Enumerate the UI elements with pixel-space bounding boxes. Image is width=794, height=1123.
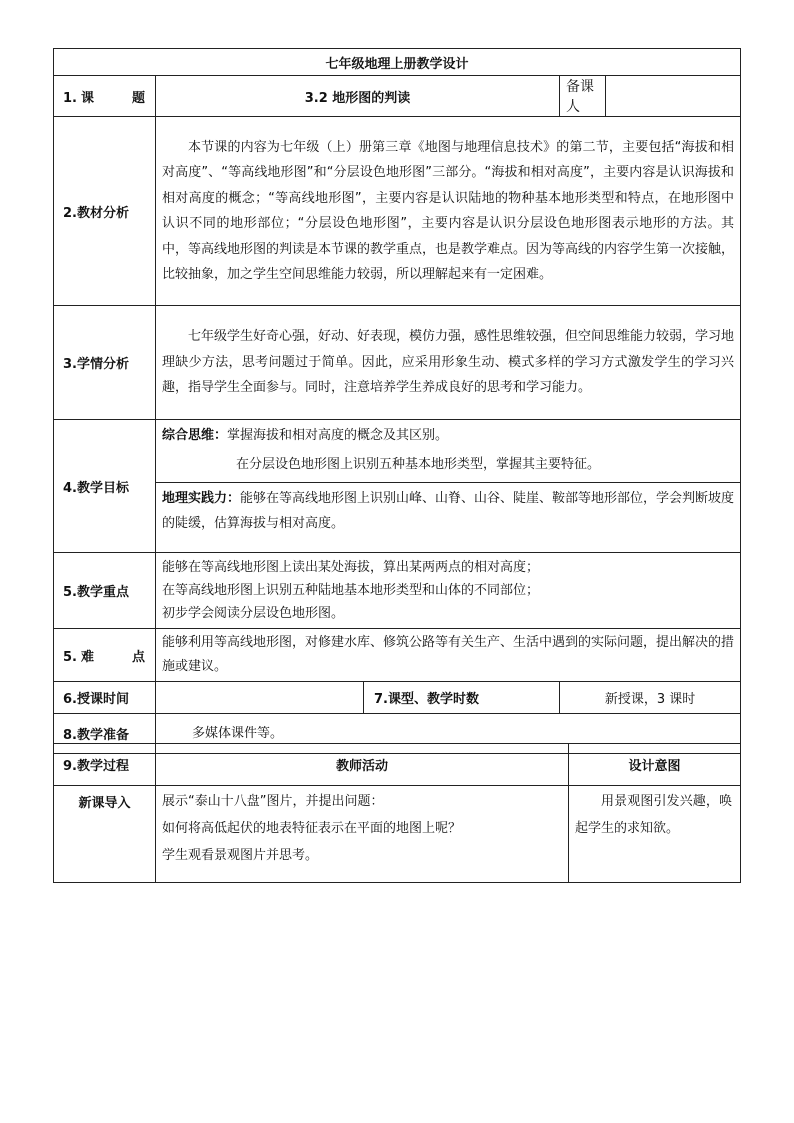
activity-item: 展示“泰山十八盘”图片，并提出问题：: [162, 794, 384, 809]
key-points-label: 5.教学重点: [54, 553, 156, 629]
class-time-label: 6.授课时间: [54, 682, 156, 714]
design-intent-header: 设计意图: [569, 744, 741, 786]
objective-practice-head: 地理实践力：: [162, 491, 241, 506]
objective-thinking-head: 综合思维：: [162, 428, 228, 443]
student-analysis-content: 七年级学生好奇心强，好动、好表现，模仿力强，感性思维较强，但空间思维能力较弱，学习地理缺少方法，思考问题过于简单。因此，应采用形象生动、模式多样的学习方式激发学生的学习兴趣，指导学生全面参与。同时，注意培养学生养成良好的思考和学习能力。: [156, 306, 741, 420]
stage-name: 新课导入: [54, 786, 156, 883]
lesson-plan-table: [53, 48, 741, 754]
preparer-label: 备课人: [560, 76, 606, 117]
objective-thinking-line2: 在分层设色地形图上识别五种基本地形类型，掌握其主要特征。: [236, 457, 601, 472]
objectives-label: 4.教学目标: [54, 420, 156, 553]
objective-thinking-text: 掌握海拔和相对高度的概念及其区别。: [227, 428, 449, 443]
class-type-value: 新授课，3 课时: [560, 682, 741, 714]
table-row: [54, 786, 741, 883]
preparation-label: 8.教学准备: [54, 714, 156, 754]
topic-value: 3.2 地形图的判读: [156, 76, 560, 117]
objective-thinking: [156, 420, 740, 448]
process-label: 9.教学过程: [54, 744, 156, 786]
teacher-activity-header: 教师活动: [156, 744, 569, 786]
design-intent-content: 用景观图引发兴趣，唤起学生的求知欲。: [569, 786, 741, 883]
key-point-item: 在等高线地形图上识别五种陆地基本地形类型和山体的不同部位；: [162, 583, 540, 598]
document-title: 七年级地理上册教学设计: [54, 49, 741, 76]
preparer-value: [606, 76, 741, 117]
key-points-content: [156, 553, 741, 629]
preparation-content: 多媒体课件等。: [156, 714, 741, 754]
objectives-content: [156, 420, 741, 553]
activity-item: 如何将高低起伏的地表特征表示在平面的地图上呢？: [162, 821, 462, 836]
topic-label: 1.课 题: [54, 76, 156, 117]
class-type-label: 7.课型、教学时数: [364, 682, 560, 714]
key-point-item: 初步学会阅读分层设色地形图。: [162, 606, 345, 621]
objective-practice: [156, 482, 740, 538]
difficulty-label: 5.难 点: [54, 629, 156, 682]
student-analysis-label: 3.学情分析: [54, 306, 156, 420]
difficulty-content: 能够利用等高线地形图，对修建水库、修筑公路等有关生产、生活中遇到的实际问题，提出解决的措施或建议。: [156, 629, 741, 682]
key-point-item: 能够在等高线地形图上读出某处海拔，算出某两两点的相对高度；: [162, 560, 540, 575]
class-time-value: [156, 682, 364, 714]
textbook-analysis-label: 2.教材分析: [54, 117, 156, 306]
teacher-activity-content: [156, 786, 569, 883]
activity-item: 学生观看景观图片并思考。: [162, 848, 319, 863]
objective-practice-text: 能够在等高线地形图上识别山峰、山脊、山谷、陡崖、鞍部等地形部位，学会判断坡度的陡缓，估算海拔与相对高度。: [162, 491, 735, 531]
teaching-process-table: [53, 743, 741, 883]
textbook-analysis-content: 本节课的内容为七年级（上）册第三章《地图与地理信息技术》的第二节，主要包括“海拔和相对高度”、“等高线地形图”和“分层设色地形图”三部分。“海拔和相对高度”，主要内容是认识海拔和相对高度的概念；“等高线地形图”，主要内容是认识陆地的物种基本地形类型和特点，在地形图中认识不同的地形部位；“分层设色地形图”，主要内容是认识分层设色地形图表示地形的方法。其中，等高线地形图的判读是本节课的教学重点，也是教学难点。因为等高线的内容学生第一次接触，比较抽象，加之学生空间思维能力较弱，所以理解起来有一定困难。: [156, 117, 741, 306]
